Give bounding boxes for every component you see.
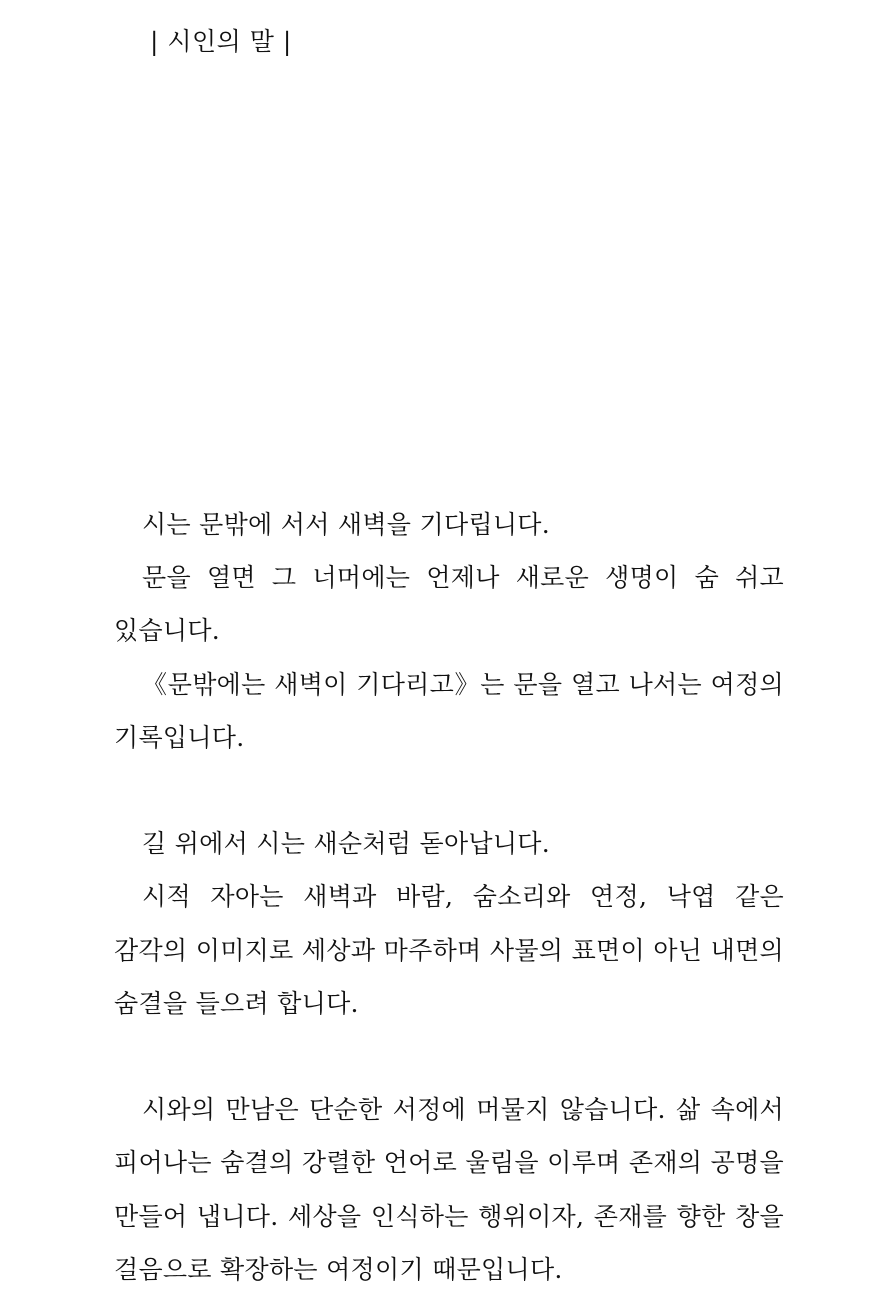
paragraph-gap [114, 1030, 784, 1083]
page-title: | 시인의 말 | [150, 27, 292, 56]
paragraph-6: 시와의 만남은 단순한 서정에 머물지 않습니다. 삶 속에서 피어나는 숨결의 강렬한 언어로 울림을 이루며 존재의 공명을 만들어 냅니다. 세상을 인식하는 행위이자, 존재를 향한 창을 걸음으로 확장하는 여정이기 때문입니다. [114, 1095, 784, 1284]
paragraph-5: 시적 자아는 새벽과 바람, 숨소리와 연정, 낙엽 같은 감각의 이미지로 세상과 마주하며 사물의 표면이 아닌 내면의 숨결을 들으려 합니다. [114, 882, 784, 1018]
paragraph-1: 시는 문밖에 서서 새벽을 기다립니다. [142, 510, 550, 539]
paragraph-2: 문을 열면 그 너머에는 언제나 새로운 생명이 숨 쉬고 있습니다. [114, 563, 784, 646]
paragraph-gap [114, 764, 784, 817]
paragraph-3: 《문밖에는 새벽이 기다리고》는 문을 열고 나서는 여정의 기록입니다. [114, 669, 784, 752]
paragraph-4: 길 위에서 시는 새순처럼 돋아납니다. [142, 829, 550, 859]
preface-body [114, 498, 784, 1296]
